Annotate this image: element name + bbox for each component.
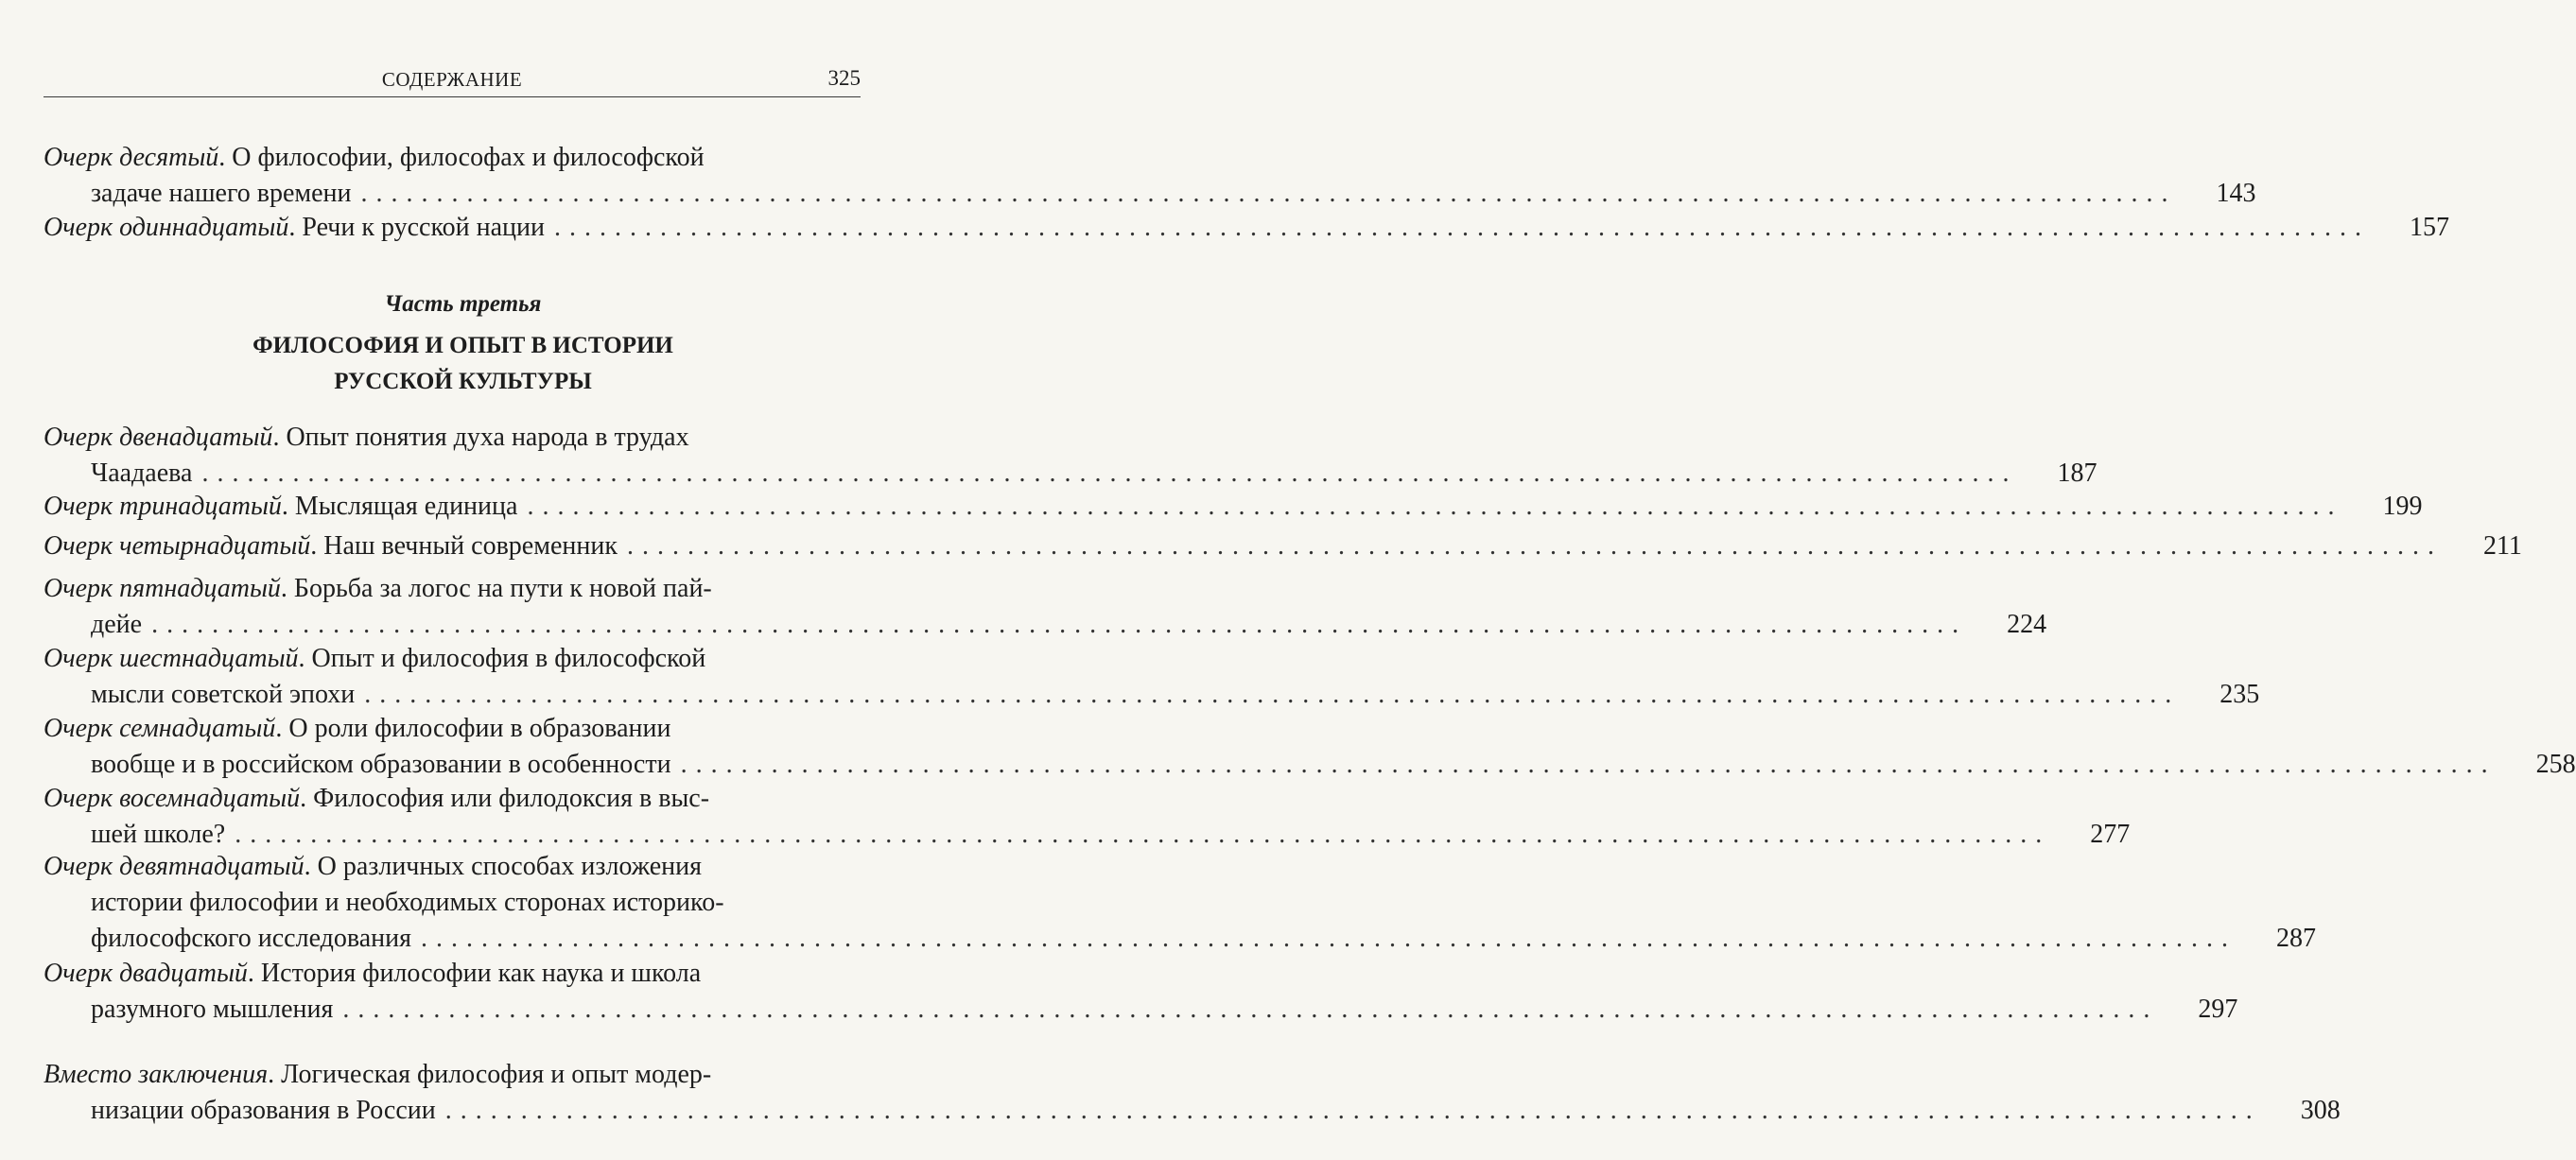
toc-entry [44, 528, 2522, 564]
essay-title: . Речи к русской нации [288, 213, 545, 242]
essay-title: . Философия или филодоксия в выс- [300, 784, 710, 813]
toc-entry-line [44, 1093, 2341, 1129]
dot-leader: ........................................................................................................................ [364, 680, 2181, 709]
toc-page-number: 199 [2382, 492, 2423, 521]
toc-entry-line [44, 140, 864, 176]
essay-label: Очерк тринадцатый [44, 492, 282, 521]
essay-title: . Опыт понятия духа народа в трудах [272, 423, 689, 452]
dot-leader: ........................................................................................................................ [151, 610, 1968, 639]
toc-entry-line [44, 956, 864, 992]
toc-entry-line [44, 210, 2449, 246]
toc-page-number: 308 [2300, 1096, 2341, 1125]
toc-entry-line [44, 456, 2097, 492]
dot-leader: ........................................................................................................................ [342, 995, 2159, 1024]
toc-page-number: 157 [2410, 213, 2449, 242]
toc-entry [44, 571, 2047, 643]
part-label: Часть третья [384, 291, 542, 317]
dot-leader: ........................................................................................................................ [527, 492, 2343, 521]
dot-leader: ........................................................................................................................ [360, 179, 2177, 208]
essay-label: Очерк шестнадцатый [44, 644, 299, 673]
toc-page-number: 287 [2276, 924, 2317, 953]
part-title-line-1: ФИЛОСОФИЯ И ОПЫТ В ИСТОРИИ [252, 333, 673, 358]
essay-label: Вместо заключения [44, 1060, 269, 1089]
essay-title: вообще и в российском образовании в особенности [91, 750, 671, 779]
essay-title: . Наш вечный современник [310, 531, 618, 561]
toc-entry-line [44, 921, 2317, 957]
toc-entry-line [44, 571, 864, 607]
dot-leader: ........................................................................................................................ [201, 459, 2018, 488]
toc-entry-line [44, 817, 2131, 853]
essay-title: . О различных способах изложения [304, 852, 702, 881]
essay-label: Очерк двенадцатый [44, 423, 273, 452]
dot-leader: ........................................................................................................................ [235, 820, 2051, 849]
toc-entry-line [44, 641, 864, 677]
essay-title: . Опыт и философия в философской [298, 644, 706, 673]
running-head [44, 62, 861, 97]
toc-entry [44, 140, 2256, 212]
toc-entry-line [44, 1057, 864, 1093]
toc-page-number: 235 [2219, 680, 2260, 709]
toc-page-number: 258 [2535, 750, 2576, 779]
essay-label: Очерк десятый [44, 143, 219, 172]
toc-page-number: 297 [2198, 995, 2238, 1024]
toc-entry [44, 489, 2423, 525]
essay-title: Чаадаева [91, 459, 193, 488]
toc-entry-line [44, 420, 864, 456]
essay-label: Очерк четырнадцатый [44, 531, 311, 561]
essay-label: Очерк девятнадцатый [44, 852, 305, 881]
essay-title: . Борьба за логос на пути к новой пай- [280, 574, 712, 603]
toc-page-number: 277 [2090, 820, 2131, 849]
part-title-line-2: РУССКОЙ КУЛЬТУРЫ [334, 369, 592, 394]
essay-title: . Логическая философия и опыт модер- [268, 1060, 712, 1089]
essay-label: Очерк пятнадцатый [44, 574, 281, 603]
toc-page-number: 224 [2007, 610, 2047, 639]
essay-label: Очерк двадцатый [44, 959, 248, 988]
part-title [0, 328, 926, 400]
essay-title: дейе [91, 610, 143, 639]
essay-title: шей школе? [91, 820, 226, 849]
toc-entry-line [44, 711, 864, 747]
essay-label: Очерк одиннадцатый [44, 213, 289, 242]
toc-entry [44, 956, 2238, 1028]
essay-title: истории философии и необходимых сторонах историко- [91, 888, 724, 917]
essay-title: . Мыслящая единица [281, 492, 518, 521]
toc-entry-line [44, 677, 2260, 713]
dot-leader: ........................................................................................................................ [680, 750, 2497, 779]
toc-entry [44, 781, 2131, 853]
toc-entry-line [44, 607, 2047, 643]
toc-entry-line [44, 528, 2522, 564]
essay-label: Очерк семнадцатый [44, 714, 276, 743]
essay-title: . О роли философии в образовании [275, 714, 671, 743]
toc-entry-line [44, 781, 864, 817]
toc-entry [44, 210, 2449, 246]
running-head-title: СОДЕРЖАНИЕ [381, 68, 523, 91]
toc-entry-line [44, 489, 2423, 525]
toc-page-number: 211 [2482, 531, 2522, 561]
dot-leader: ........................................................................................................................ [554, 213, 2370, 242]
toc-entry [44, 849, 2317, 957]
toc-entry-line [44, 849, 864, 885]
essay-title: . История философии как наука и школа [247, 959, 702, 988]
toc-entry [44, 641, 2260, 713]
page-number: 325 [827, 66, 861, 90]
dot-leader: ........................................................................................................................ [626, 531, 2443, 561]
essay-title: . О философии, философах и философской [218, 143, 705, 172]
essay-title: разумного мышления [91, 995, 334, 1024]
essay-title: мысли советской эпохи [91, 680, 356, 709]
essay-title: низации образования в России [91, 1096, 436, 1125]
toc-entry-line [44, 176, 2256, 212]
dot-leader: ........................................................................................................................ [421, 924, 2237, 953]
toc-page-number: 143 [2216, 179, 2256, 208]
toc-entry-line [44, 747, 2576, 783]
toc-entry [44, 420, 2097, 492]
toc-entry-line [44, 885, 864, 921]
essay-label: Очерк восемнадцатый [44, 784, 301, 813]
toc-page-number: 187 [2057, 459, 2097, 488]
toc-entry [44, 1057, 2341, 1129]
essay-title: философского исследования [91, 924, 412, 953]
dot-leader: ........................................................................................................................ [444, 1096, 2261, 1125]
essay-title: задаче нашего времени [91, 179, 352, 208]
toc-entry [44, 711, 2576, 783]
toc-entry-line [44, 992, 2238, 1028]
